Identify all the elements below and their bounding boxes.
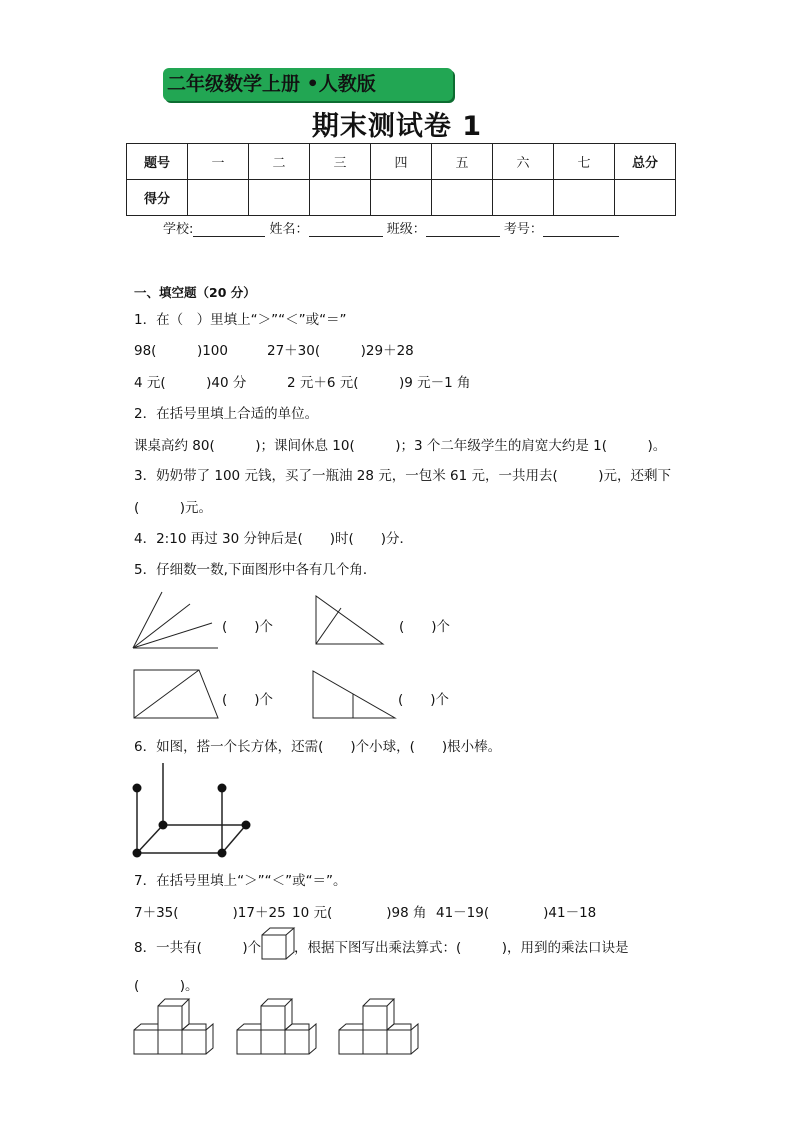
cube-icon <box>262 928 294 959</box>
table-cell: 题号 <box>127 144 188 180</box>
question-8-part2: ，根据下图写出乘法算式：( )，用到的乘法口诀是 <box>294 940 629 956</box>
question-7a: 7＋35( )17＋25 <box>134 905 286 921</box>
cube-stack-figure <box>237 999 316 1054</box>
table-cell: 总分 <box>615 144 676 180</box>
answer-blank: ( )个 <box>399 619 451 635</box>
table-cell: 五 <box>432 144 493 180</box>
question-5-stem: 5．仔细数一数,下面图形中各有几个角． <box>134 562 377 578</box>
class-label: 班级： <box>386 222 426 237</box>
table-cell: 七 <box>554 144 615 180</box>
question-7-stem: 7．在括号里填上“＞”“＜”或“＝”。 <box>134 873 347 889</box>
question-1-stem: 1．在（ ）里填上“＞”“＜”或“＝” <box>134 312 347 328</box>
question-7c: 41－19( )41－18 <box>436 905 597 921</box>
answer-blank: ( )个 <box>398 692 450 708</box>
table-cell: 六 <box>493 144 554 180</box>
answer-blank: ( )个 <box>222 692 274 708</box>
cube-stack-figure <box>134 999 213 1054</box>
right-triangle-figure <box>313 671 395 718</box>
triangle-figure <box>316 596 383 644</box>
answer-blank: ( )个 <box>222 619 274 635</box>
question-1d: 2 元＋6 元( )9 元－1 角 <box>287 375 471 391</box>
table-cell: 三 <box>310 144 371 180</box>
question-7b: 10 元( )98 角 <box>292 905 427 921</box>
question-4: 4．2:10 再过 30 分钟后是( )时( )分． <box>134 531 414 547</box>
table-cell: 一 <box>188 144 249 180</box>
ball-markers <box>133 784 251 858</box>
question-8-part1: 8．一共有( )个 <box>134 940 262 956</box>
question-8-line2: ( )。 <box>134 978 199 994</box>
question-2-body: 课桌高约 80( )；课间休息 10( )；3 个二年级学生的肩宽大约是 1( )。 <box>134 438 667 454</box>
table-cell: 得分 <box>127 180 188 216</box>
section-title: 一、填空题（20 分） <box>134 285 256 300</box>
series-banner: 二年级数学上册 •人教版 <box>163 68 453 101</box>
cuboid-frame-figure <box>137 763 246 853</box>
question-3-line1: 3．奶奶带了 100 元钱，买了一瓶油 28 元，一包米 61 元，一共用去( )元，还剩下 <box>134 468 671 484</box>
angle-rays-figure <box>133 592 218 648</box>
trapezoid-figure <box>134 670 218 718</box>
question-1b: 27＋30( )29＋28 <box>267 343 414 359</box>
question-3-line2: ( )元。 <box>134 500 213 516</box>
name-label: 姓名： <box>269 222 309 237</box>
number-label: 考号： <box>503 222 543 237</box>
table-cell: 二 <box>249 144 310 180</box>
school-label: 学校: <box>163 222 194 237</box>
question-1a: 98( )100 <box>134 343 228 359</box>
cube-stack-figure <box>339 999 418 1054</box>
question-1c: 4 元( )40 分 <box>134 375 247 391</box>
question-6: 6．如图，搭一个长方体，还需( )个小球，( )根小棒。 <box>134 739 502 755</box>
table-cell: 四 <box>371 144 432 180</box>
page-title: 期末测试卷 1 <box>311 111 483 142</box>
question-2-stem: 2．在括号里填上合适的单位。 <box>134 406 319 422</box>
